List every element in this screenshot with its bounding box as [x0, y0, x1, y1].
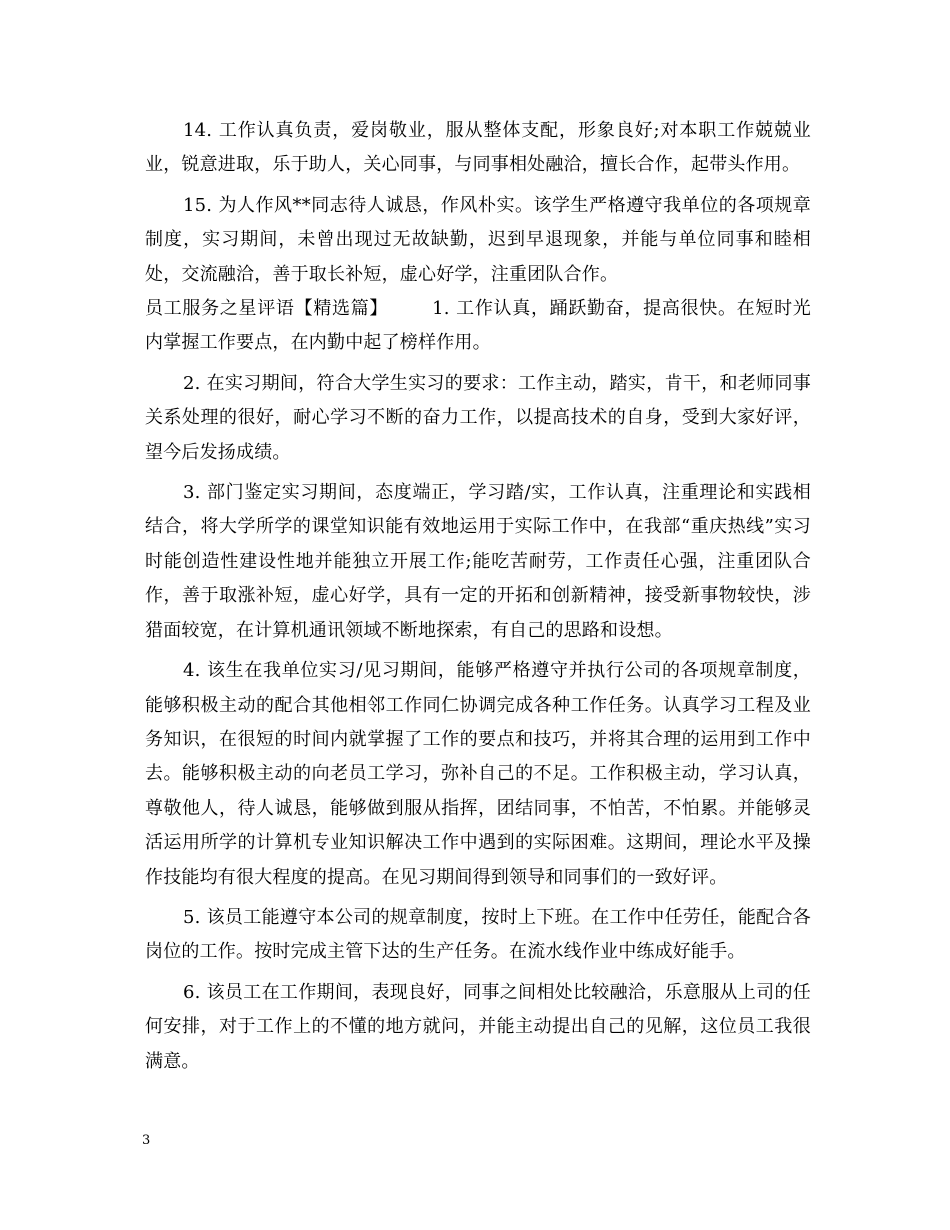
document-body [145, 114, 811, 1079]
item-6: 6. 该员工在工作期间，表现良好，同事之间相处比较融洽，乐意服从上司的任何安排，对于工作上的不懂的地方就问，并能主动提出自己的见解，这位员工我很满意。 [145, 981, 811, 1072]
section-heading: 员工服务之星评语【精选篇】 [145, 298, 389, 320]
item-3: 3. 部门鉴定实习期间，态度端正，学习踏/实，工作认真，注重理论和实践相结合，将大学所学的课堂知识能有效地运用于实际工作中，在我部“重庆热线”实习时能创造性建设性地并能独立开展工作;能吃苦耐劳，工作责任心强，注重团队合作，善于取涨补短，虚心好学，具有一定的开拓和创新精神，接受新事物较快，涉猎面较宽，在计算机通讯领域不断地探索，有自己的思路和设想。 [145, 482, 811, 641]
item-2: 2. 在实习期间，符合大学生实习的要求：工作主动，踏实，肯干，和老师同事关系处理的很好，耐心学习不断的奋力工作，以提高技术的自身，受到大家好评，望今后发扬成绩。 [145, 372, 811, 463]
item-5: 5. 该员工能遵守本公司的规章制度，按时上下班。在工作中任劳任，能配合各岗位的工作。按时完成主管下达的生产任务。在流水线作业中练成好能手。 [145, 906, 811, 963]
section-first-item: 1. 工作认真，踊跃勤奋，提高很快。在短时光内掌握工作要点，在内勤中起了榜样作用。 [145, 298, 811, 354]
item-4: 4. 该生在我单位实习/见习期间，能够严格遵守并执行公司的各项规章制度，能够积极主动的配合其他相邻工作同仁协调完成各种工作任务。认真学习工程及业务知识，在很短的时间内就掌握了工作的要点和技巧，并将其合理的运用到工作中去。能够积极主动的向老员工学习，弥补自己的不足。工作积极主动，学习认真，尊敬他人，待人诚恳，能够做到服从指挥，团结同事，不怕苦，不怕累。并能够灵活运用所学的计算机专业知识解决工作中遇到的实际困难。这期间，理论水平及操作技能均有很大程度的提高。在见习期间得到领导和同事们的一致好评。 [145, 660, 811, 888]
page-number: 3 [142, 1133, 151, 1148]
section-paragraph [145, 292, 811, 361]
paragraph-15: 15. 为人作风**同志待人诚恳，作风朴实。该学生严格遵守我单位的各项规章制度，实习期间，未曾出现过无故缺勤，迟到早退现象，并能与单位同事和睦相处，交流融洽，善于取长补短，虚心好学，注重团队合作。 [145, 194, 811, 285]
paragraph-14: 14. 工作认真负责，爱岗敬业，服从整体支配，形象良好;对本职工作兢兢业业，锐意进取，乐于助人，关心同事，与同事相处融洽，擅长合作，起带头作用。 [145, 120, 811, 176]
